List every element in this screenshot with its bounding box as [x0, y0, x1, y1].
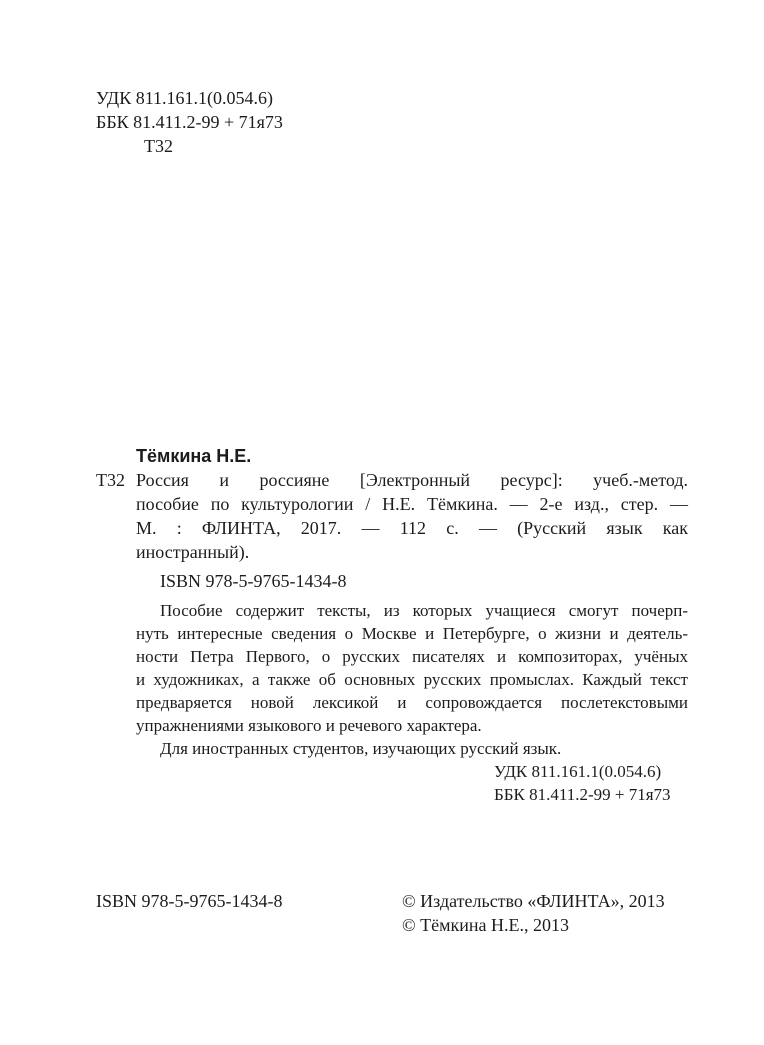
copyright-author: © Тёмкина Н.Е., 2013 — [402, 915, 570, 935]
author-name: Тёмкина Н.Е. — [136, 446, 252, 466]
bbk-annotation: ББК 81.411.2-99 + 71я73 — [494, 785, 671, 804]
description-line-2: пособие по культурологии / Н.Е. Тёмкина. — 2-е изд., стер. — — [136, 494, 688, 514]
description-line-3: М. : ФЛИНТА, 2017. — 112 с. — (Русский язык как — [136, 518, 688, 538]
annotation-line-6: упражнениями языкового и речевого характера. — [136, 716, 482, 735]
annotation-line-3: ности Петра Первого, о русских писателях и композиторах, учёных — [136, 647, 688, 666]
annotation-line-4: и художниках, а также об основных русских промыслах. Каждый текст — [136, 670, 688, 689]
udk-top: УДК 811.161.1(0.054.6) — [96, 88, 274, 108]
bbk-top: ББК 81.411.2-99 + 71я73 — [96, 112, 283, 132]
annotation-audience: Для иностранных студентов, изучающих русский язык. — [160, 739, 562, 758]
annotation-line-5: предваряется новой лексикой и сопровождается послетекстовыми — [136, 693, 688, 712]
annotation-line-2: нуть интересные сведения о Москве и Петербурге, о жизни и деятель- — [136, 624, 688, 643]
copyright-publisher: © Издательство «ФЛИНТА», 2013 — [402, 891, 665, 911]
description-line-4: иностранный). — [136, 542, 250, 562]
isbn-entry: ISBN 978-5-9765-1434-8 — [160, 571, 347, 591]
udk-annotation: УДК 811.161.1(0.054.6) — [494, 762, 662, 781]
description-line-1: Россия и россияне [Электронный ресурс]: учеб.-метод. — [136, 470, 688, 490]
annotation-line-1: Пособие содержит тексты, из которых учащиеся смогут почерп- — [160, 601, 688, 620]
isbn-footer: ISBN 978-5-9765-1434-8 — [96, 891, 283, 911]
author-code: Т32 — [96, 470, 125, 490]
author-code-top: Т32 — [144, 136, 173, 156]
